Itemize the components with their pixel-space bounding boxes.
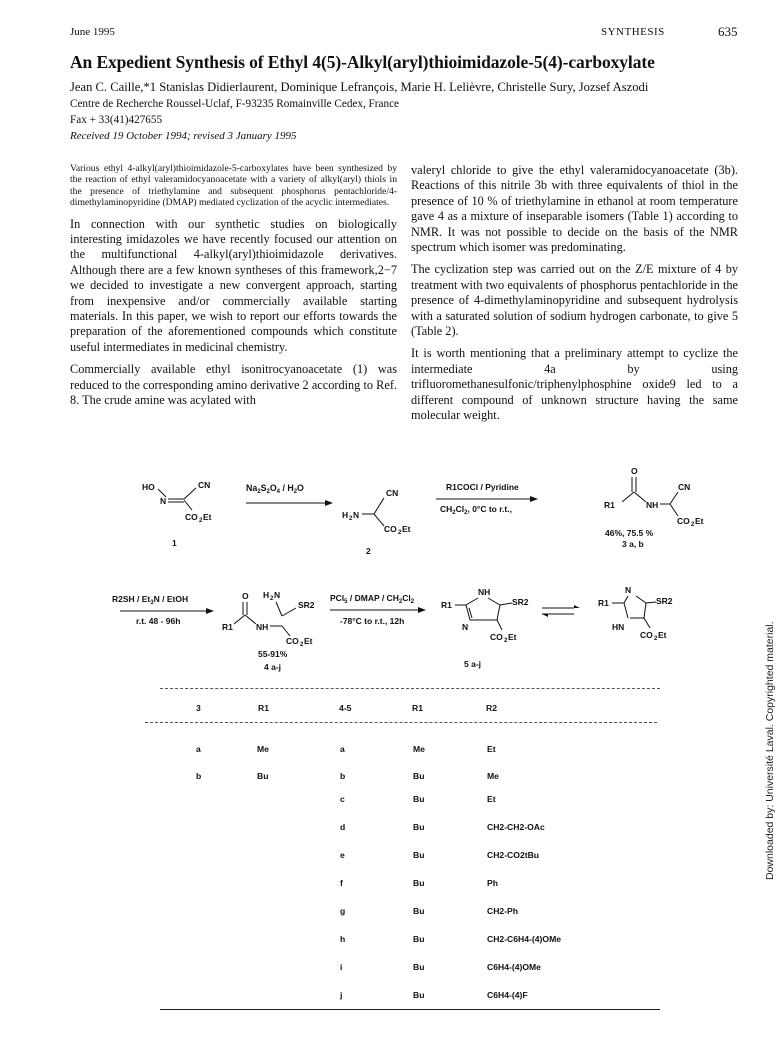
reagent-r2sh: $R2SH / Et_3N$ / EtOH (112, 594, 189, 606)
col-header-3: 3 (196, 703, 201, 713)
table-cell: b (196, 771, 202, 781)
structure-2 (342, 488, 411, 536)
table-cell: Bu (413, 850, 425, 860)
table-cell: g (340, 906, 346, 916)
table-cell: Me (487, 771, 499, 781)
col-header-r1-b: R1 (412, 703, 423, 713)
svg-text:R1: R1 (604, 500, 615, 510)
table-cell: a (196, 744, 201, 754)
svg-text:SR2: SR2 (656, 596, 673, 606)
table-cell: Bu (413, 934, 425, 944)
table-cell: Et (487, 744, 496, 754)
svg-text:NH: NH (256, 622, 269, 632)
right-column (411, 163, 738, 431)
svg-text:CO: CO (384, 524, 397, 534)
table-cell: CH2-Ph (487, 906, 519, 916)
table-cell: i (340, 962, 343, 972)
table-cell: Ph (487, 878, 498, 888)
svg-text:O: O (242, 591, 249, 601)
header-date: June 1995 (70, 26, 115, 38)
structure-4 (222, 590, 315, 648)
table-cell: Bu (413, 794, 425, 804)
table-cell: h (340, 934, 346, 944)
col-header-4-5: 4-5 (339, 703, 352, 713)
received-dates: Received 19 October 1994; revised 3 January 1995 (70, 130, 297, 142)
table-cell: C6H4-(4)OMe (487, 962, 541, 972)
table-cell: c (340, 794, 345, 804)
svg-text:H: H (342, 510, 349, 520)
table-cell: f (340, 878, 343, 888)
col-header-r2: R2 (486, 703, 497, 713)
svg-text:H: H (263, 590, 270, 600)
svg-text:Et: Et (508, 632, 517, 642)
svg-text:N: N (625, 585, 632, 595)
svg-text:R1: R1 (222, 622, 233, 632)
svg-text:CN: CN (386, 488, 399, 498)
left-body-text (70, 217, 397, 409)
svg-text:2: 2 (504, 638, 508, 644)
structure-5a (441, 587, 529, 644)
table-cell: Bu (257, 771, 269, 781)
paragraph-acylation: valeryl chloride to give the ethyl valeramidocyanoacetate (3b). Reactions of this nitrile 3b with three equivalents of thiol in the presence of 10 % of triethylamine in ethanol at room temperature gave 4 as a mixture of inseparable isomers (Table 1) according to NMR. It was not possible to decide on the basis of the NMR spectrum which isomer was predominating. (411, 163, 738, 255)
svg-text:Et: Et (304, 636, 313, 646)
svg-text:N: N (274, 590, 281, 600)
svg-text:N: N (462, 622, 469, 632)
table-cell: Me (413, 744, 425, 754)
yield-3: 46%, 75.5 % (605, 528, 654, 538)
svg-text:CN: CN (198, 480, 211, 490)
svg-text:CO: CO (490, 632, 503, 642)
svg-text:CO: CO (185, 512, 198, 522)
svg-text:NH: NH (478, 587, 491, 597)
svg-text:Et: Et (402, 524, 411, 534)
svg-text:NH: NH (646, 500, 659, 510)
table-bottom-rule (160, 1009, 660, 1010)
svg-text:CO: CO (640, 630, 653, 640)
table-cell: Me (257, 744, 269, 754)
svg-text:Et: Et (658, 630, 667, 640)
abstract: Various ethyl 4-alkyl(aryl)thioimidazole-5-carboxylates have been synthesized by the reaction of ethyl valeramidocyanoacetate with a variety of alkyl(aryl) thiols in the presence of triethylamine and subsequent phosphorus pentachloride/4-dimethylaminopyridine (DMAP) mediated cyclization of the acyclic intermediates. (70, 163, 397, 209)
svg-text:2: 2 (199, 518, 203, 524)
svg-text:N: N (160, 496, 167, 506)
table-header-rule (145, 722, 657, 723)
svg-text:Et: Et (695, 516, 704, 526)
table-header-row (0, 703, 783, 723)
reagent-r1cocl: R1COCl / Pyridine (446, 482, 519, 492)
compound-label-5: 5 a-j (464, 659, 482, 669)
compound-label-2: 2 (366, 546, 371, 556)
svg-text:2: 2 (300, 642, 304, 648)
left-column (70, 163, 397, 416)
svg-text:Et: Et (203, 512, 212, 522)
table-cell: C6H4-(4)F (487, 990, 528, 1000)
table-cell: Et (487, 794, 496, 804)
paragraph-cyclization: The cyclization step was carried out on the Z/E mixture of 4 by treatment with two equivalents of phosphorus pentachloride in the presence of 4-dimethylaminopyridine and subsequent hydrolysis with a saturated solution of sodium hydrogen carbonate, to give 5 (Table 2). (411, 262, 738, 339)
paragraph-intro: In connection with our synthetic studies on biologically interesting imidazoles we have recently focused our attention on the multifunctional 4-alkyl(aryl)thioimidazole derivatives. Although there are a few known syntheses of this framework,2−7 we decided to investigate a new convergent approach, starting from inexpensive and/or commercially available starting materials. In this paper, we wish to report our efforts towards the preparation of the aforementioned compounds which constitute useful intermediates in medicinal chemistry. (70, 216, 397, 354)
table-cell: CH2-CH2-OAc (487, 822, 545, 832)
table-cell: CH2-CO2tBu (487, 850, 540, 860)
svg-text:SR2: SR2 (298, 600, 315, 610)
compound-label-3: 3 a, b (622, 539, 644, 549)
svg-text:HO: HO (142, 482, 155, 492)
reaction-scheme (0, 440, 783, 680)
svg-text:CN: CN (678, 482, 691, 492)
svg-text:2: 2 (691, 522, 695, 528)
table-cell: CH2-C6H4-(4)OMe (487, 934, 562, 944)
svg-text:R1: R1 (598, 598, 609, 608)
reagent-pcl5: PCl$_5$ / DMAP / $CH_2Cl_2$ (330, 593, 415, 605)
table-cell: d (340, 822, 346, 832)
structure-5b (598, 585, 673, 642)
header-journal: SYNTHESIS (601, 26, 665, 38)
structure-3 (604, 466, 704, 528)
reagent-na2s2o4: $Na_2S_2O_4 / H_2O$ (246, 483, 304, 495)
article-title: An Expedient Synthesis of Ethyl 4(5)-Alkyl(aryl)thioimidazole-5(4)-carboxylate (70, 52, 655, 72)
header-page-number: 635 (718, 24, 738, 39)
table-cell: Bu (413, 990, 425, 1000)
table-top-rule (160, 688, 660, 689)
yield-4: 55-91% (258, 649, 288, 659)
svg-text:N: N (353, 510, 360, 520)
table-cell: a (340, 744, 345, 754)
svg-text:HN: HN (612, 622, 625, 632)
structure-1 (142, 480, 212, 524)
compound-label-1: 1 (172, 538, 177, 548)
fax-number: Fax + 33(41)427655 (70, 114, 163, 126)
paragraph-reduction: Commercially available ethyl isonitrocyanoacetate (1) was reduced to the corresponding amino derivative 2 according to Ref. 8. The crude amine was acylated with (70, 362, 397, 408)
col-header-r1-a: R1 (258, 703, 269, 713)
author-list: Jean C. Caille,*1 Stanislas Didierlaurent, Dominique Lefrançois, Marie H. Lelièvre, Christelle Sury, Jozsef Aszodi (70, 80, 649, 94)
reagent-temperature: -78°C to r.t., 12h (340, 616, 405, 626)
table-cell: Bu (413, 878, 425, 888)
svg-text:SR2: SR2 (512, 597, 529, 607)
paragraph-preliminary: It is worth mentioning that a preliminary attempt to cyclize the intermediate 4a by using trifluoromethanesulfonic/triphenylphosphine oxide9 led to a different compound of unknown structure having the same molecular weight. (411, 346, 738, 423)
table-cell: Bu (413, 771, 425, 781)
compound-label-4: 4 a-j (264, 662, 282, 672)
download-watermark: Downloaded by: Université Laval. Copyrighted material. (764, 621, 776, 880)
svg-text:2: 2 (654, 636, 658, 642)
table-cell: e (340, 850, 345, 860)
table-cell: Bu (413, 962, 425, 972)
reagent-ch2cl2-conditions: $CH_2Cl_2$, 0°C to r.t., (440, 504, 512, 516)
affiliation: Centre de Recherche Roussel-Uclaf, F-93235 Romainville Cedex, France (70, 98, 399, 110)
table-cell: Bu (413, 822, 425, 832)
svg-text:R1: R1 (441, 600, 452, 610)
svg-text:CO: CO (286, 636, 299, 646)
svg-text:2: 2 (349, 516, 353, 522)
svg-text:O: O (631, 466, 638, 476)
reagent-time: r.t. 48 - 96h (136, 616, 181, 626)
table-cell: j (340, 990, 343, 1000)
table-cell: Bu (413, 906, 425, 916)
table-cell: b (340, 771, 346, 781)
svg-text:2: 2 (398, 530, 402, 536)
svg-text:2: 2 (270, 596, 274, 602)
svg-text:CO: CO (677, 516, 690, 526)
table-body (0, 744, 783, 1004)
